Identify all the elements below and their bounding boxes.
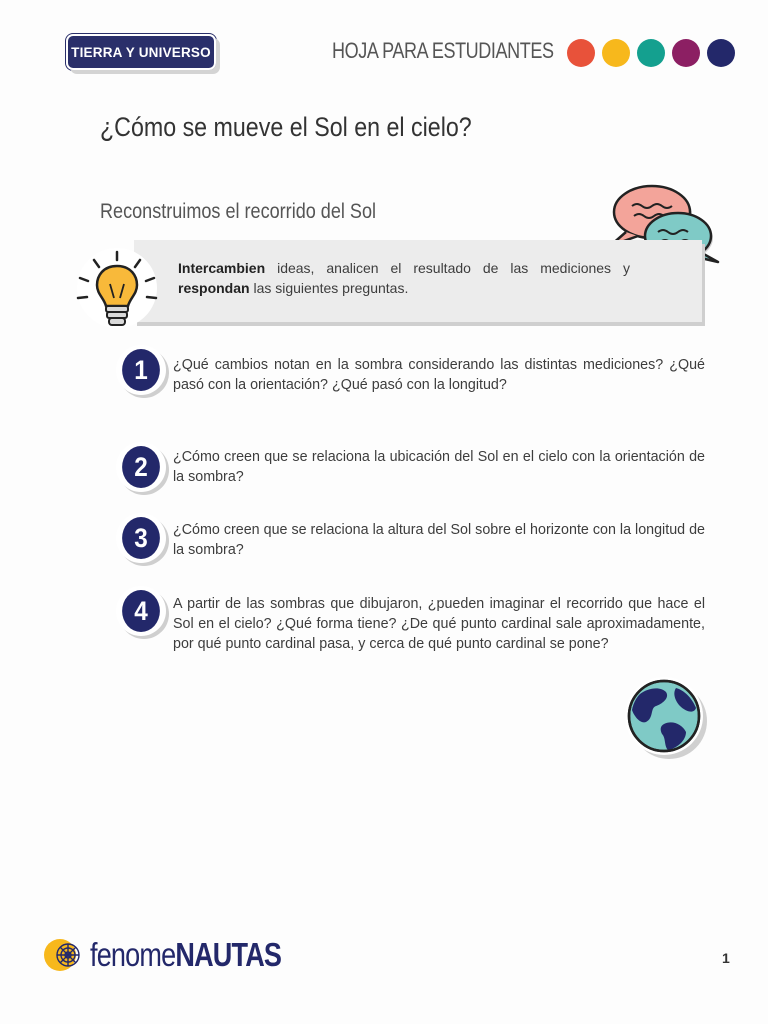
question-number: 4 <box>122 590 160 632</box>
color-dot-red <box>567 39 595 67</box>
question-text: A partir de las sombras que dibujaron, ¿pueden imaginar el recorrido que hace el Sol en el cielo? ¿Qué forma tiene? ¿De qué punto cardinal sale aproximadamente, por qué punto cardinal pasa, y cerca de qué punto cardinal se pone? <box>173 596 705 652</box>
color-dot-yellow <box>602 39 630 67</box>
logo-text-bold: NAUTAS <box>175 936 282 973</box>
question-number: 3 <box>122 517 160 559</box>
color-dots <box>567 39 735 67</box>
instruction-text-2: las siguientes preguntas. <box>249 280 409 296</box>
question-text: ¿Qué cambios notan en la sombra considerando las distintas mediciones? ¿Qué pasó con la orientación? ¿Qué pasó con la longitud? <box>173 357 705 393</box>
subject-badge: TIERRA Y UNIVERSO <box>66 34 216 70</box>
globe-icon <box>620 676 712 762</box>
question-number-badge <box>116 513 166 563</box>
question-text: ¿Cómo creen que se relaciona la ubicación del Sol en el cielo con la orientación de la sombra? <box>173 449 705 485</box>
color-dot-navy <box>707 39 735 67</box>
logo-text-light: fenome <box>90 936 176 973</box>
question-number-badge <box>116 586 166 636</box>
instruction-text <box>178 258 630 298</box>
color-dot-purple <box>672 39 700 67</box>
question-number-badge <box>116 345 166 395</box>
sheet-type-title: HOJA PARA ESTUDIANTES <box>332 38 554 63</box>
question-text: ¿Cómo creen que se relaciona la altura del Sol sobre el horizonte con la longitud de la sombra? <box>173 522 705 558</box>
instruction-bold-1: Intercambien <box>178 260 266 276</box>
sun-logo-icon <box>42 937 86 973</box>
question-number: 1 <box>122 349 160 391</box>
logo-text <box>90 936 281 974</box>
instruction-text-1: ideas, analicen el resultado de las mediciones y <box>265 260 630 276</box>
lightbulb-icon <box>70 248 164 334</box>
fenomenautas-logo <box>42 936 323 974</box>
color-dot-teal <box>637 39 665 67</box>
page-title: ¿Cómo se mueve el Sol en el cielo? <box>100 112 472 142</box>
question-number: 2 <box>122 446 160 488</box>
question-number-badge <box>116 442 166 492</box>
instruction-bold-2: respondan <box>178 280 250 296</box>
page-number: 1 <box>722 950 730 966</box>
section-title: Reconstruimos el recorrido del Sol <box>100 200 377 223</box>
